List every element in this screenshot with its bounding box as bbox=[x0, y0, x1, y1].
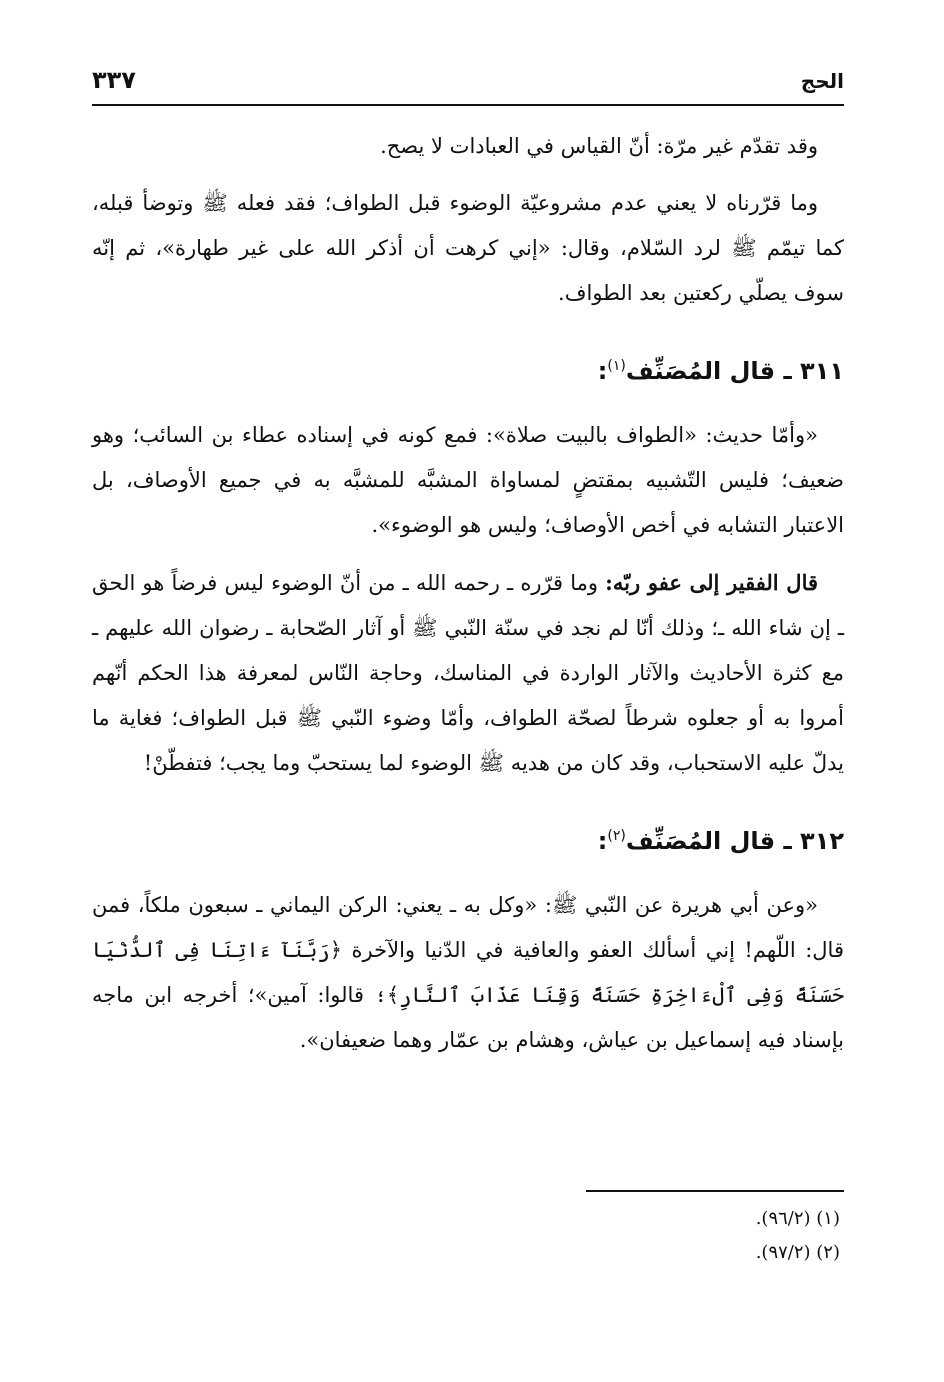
main-text bbox=[92, 124, 844, 1063]
footnote-2: (٢) (٩٧/٢). bbox=[755, 1242, 840, 1263]
footnote-1: (١) (٩٦/٢). bbox=[755, 1208, 840, 1229]
quran-verse: ﴿رَبَّنَآ ءَاتِنَا فِى ٱلدُّنْيَا حَسَنَةً وَفِى ٱلْءَاخِرَةِ حَسَنَةً وَقِنَا عَذَابَ ٱلنَّارِ﴾؛ bbox=[92, 938, 845, 1007]
running-section-title: الحج bbox=[800, 69, 844, 93]
paragraph-1: وقد تقدّم غير مرّة: أنّ القياس في العبادات لا يصح. bbox=[380, 134, 818, 158]
footnotes bbox=[92, 1190, 844, 1270]
heading-311-text: ٣١١ ـ قال المُصَنِّف bbox=[625, 357, 844, 385]
commentary-text: وما قرّره ـ رحمه الله ـ من أنّ الوضوء ليس فرضاً هو الحق ـ إن شاء الله ـ؛ وذلك أنّا لم نجد في سنّة النّبي ﷺ أو آثار الصّحابة ـ رضوان الله عليهم ـ مع كثرة الأحاديث والآثار الواردة في المناسك، وحاجة النّاس لمعرفة هذا الحكم أنّهم أمروا به أو جعلوه شرطاً لصحّة الطواف، وأمّا وضوء النّبي ﷺ قبل الطواف؛ فغاية ما يدلّ عليه الاستحباب، وقد كان من هديه ﷺ الوضوء لما يستحبّ وما يجب؛ فتفطّنْ! bbox=[92, 571, 844, 775]
paragraph-quote-311: «وأمّا حديث: «الطواف بالبيت صلاة»: فمع كونه في إسناده عطاء بن السائب؛ وهو ضعيف؛ فليس التّشبيه بمقتضٍ لمساواة المشبَّه للمشبَّه به في جميع الأوصاف، بل الاعتبار التشابه في أخص الأوصاف؛ وليس هو الوضوء». bbox=[92, 423, 844, 537]
commentary-lead: قال الفقير إلى عفو ربّه: bbox=[605, 570, 819, 595]
heading-312 bbox=[92, 816, 844, 861]
heading-311 bbox=[92, 346, 844, 391]
footnote-divider bbox=[586, 1190, 844, 1192]
paragraph-quote-312 bbox=[92, 883, 844, 1063]
page-header bbox=[92, 66, 844, 106]
footnote-ref-1: (١) bbox=[607, 358, 626, 374]
book-page bbox=[92, 66, 844, 1063]
paragraph-2: وما قرّرناه لا يعني عدم مشروعيّة الوضوء قبل الطواف؛ فقد فعله ﷺ وتوضأ قبله، كما تيمّم ﷺ لرد السّلام، وقال: «إني كرهت أن أذكر الله على غير طهارة»، ثم إنّه سوف يصلّي ركعتين بعد الطواف. bbox=[92, 191, 844, 305]
hadith-source: قالوا: آمين»؛ أخرجه ابن ماجه بإسناد فيه إسماعيل بن عياش، وهشام بن عمّار وهما ضعيفان». bbox=[92, 983, 844, 1052]
heading-312-colon: : bbox=[597, 827, 608, 855]
paragraph-commentary bbox=[92, 560, 844, 786]
heading-311-colon: : bbox=[597, 357, 608, 385]
hadith-text: «وعن أبي هريرة عن النّبي ﷺ: «وكل به ـ يعني: الركن اليماني ـ سبعون ملكاً، فمن قال: اللّهم! إني أسألك العفو والعافية في الدّنيا والآخرة bbox=[92, 893, 844, 962]
footnote-ref-2: (٢) bbox=[607, 828, 626, 844]
page-number: ٣٣٧ bbox=[92, 66, 136, 94]
heading-312-text: ٣١٢ ـ قال المُصَنِّف bbox=[625, 827, 844, 855]
